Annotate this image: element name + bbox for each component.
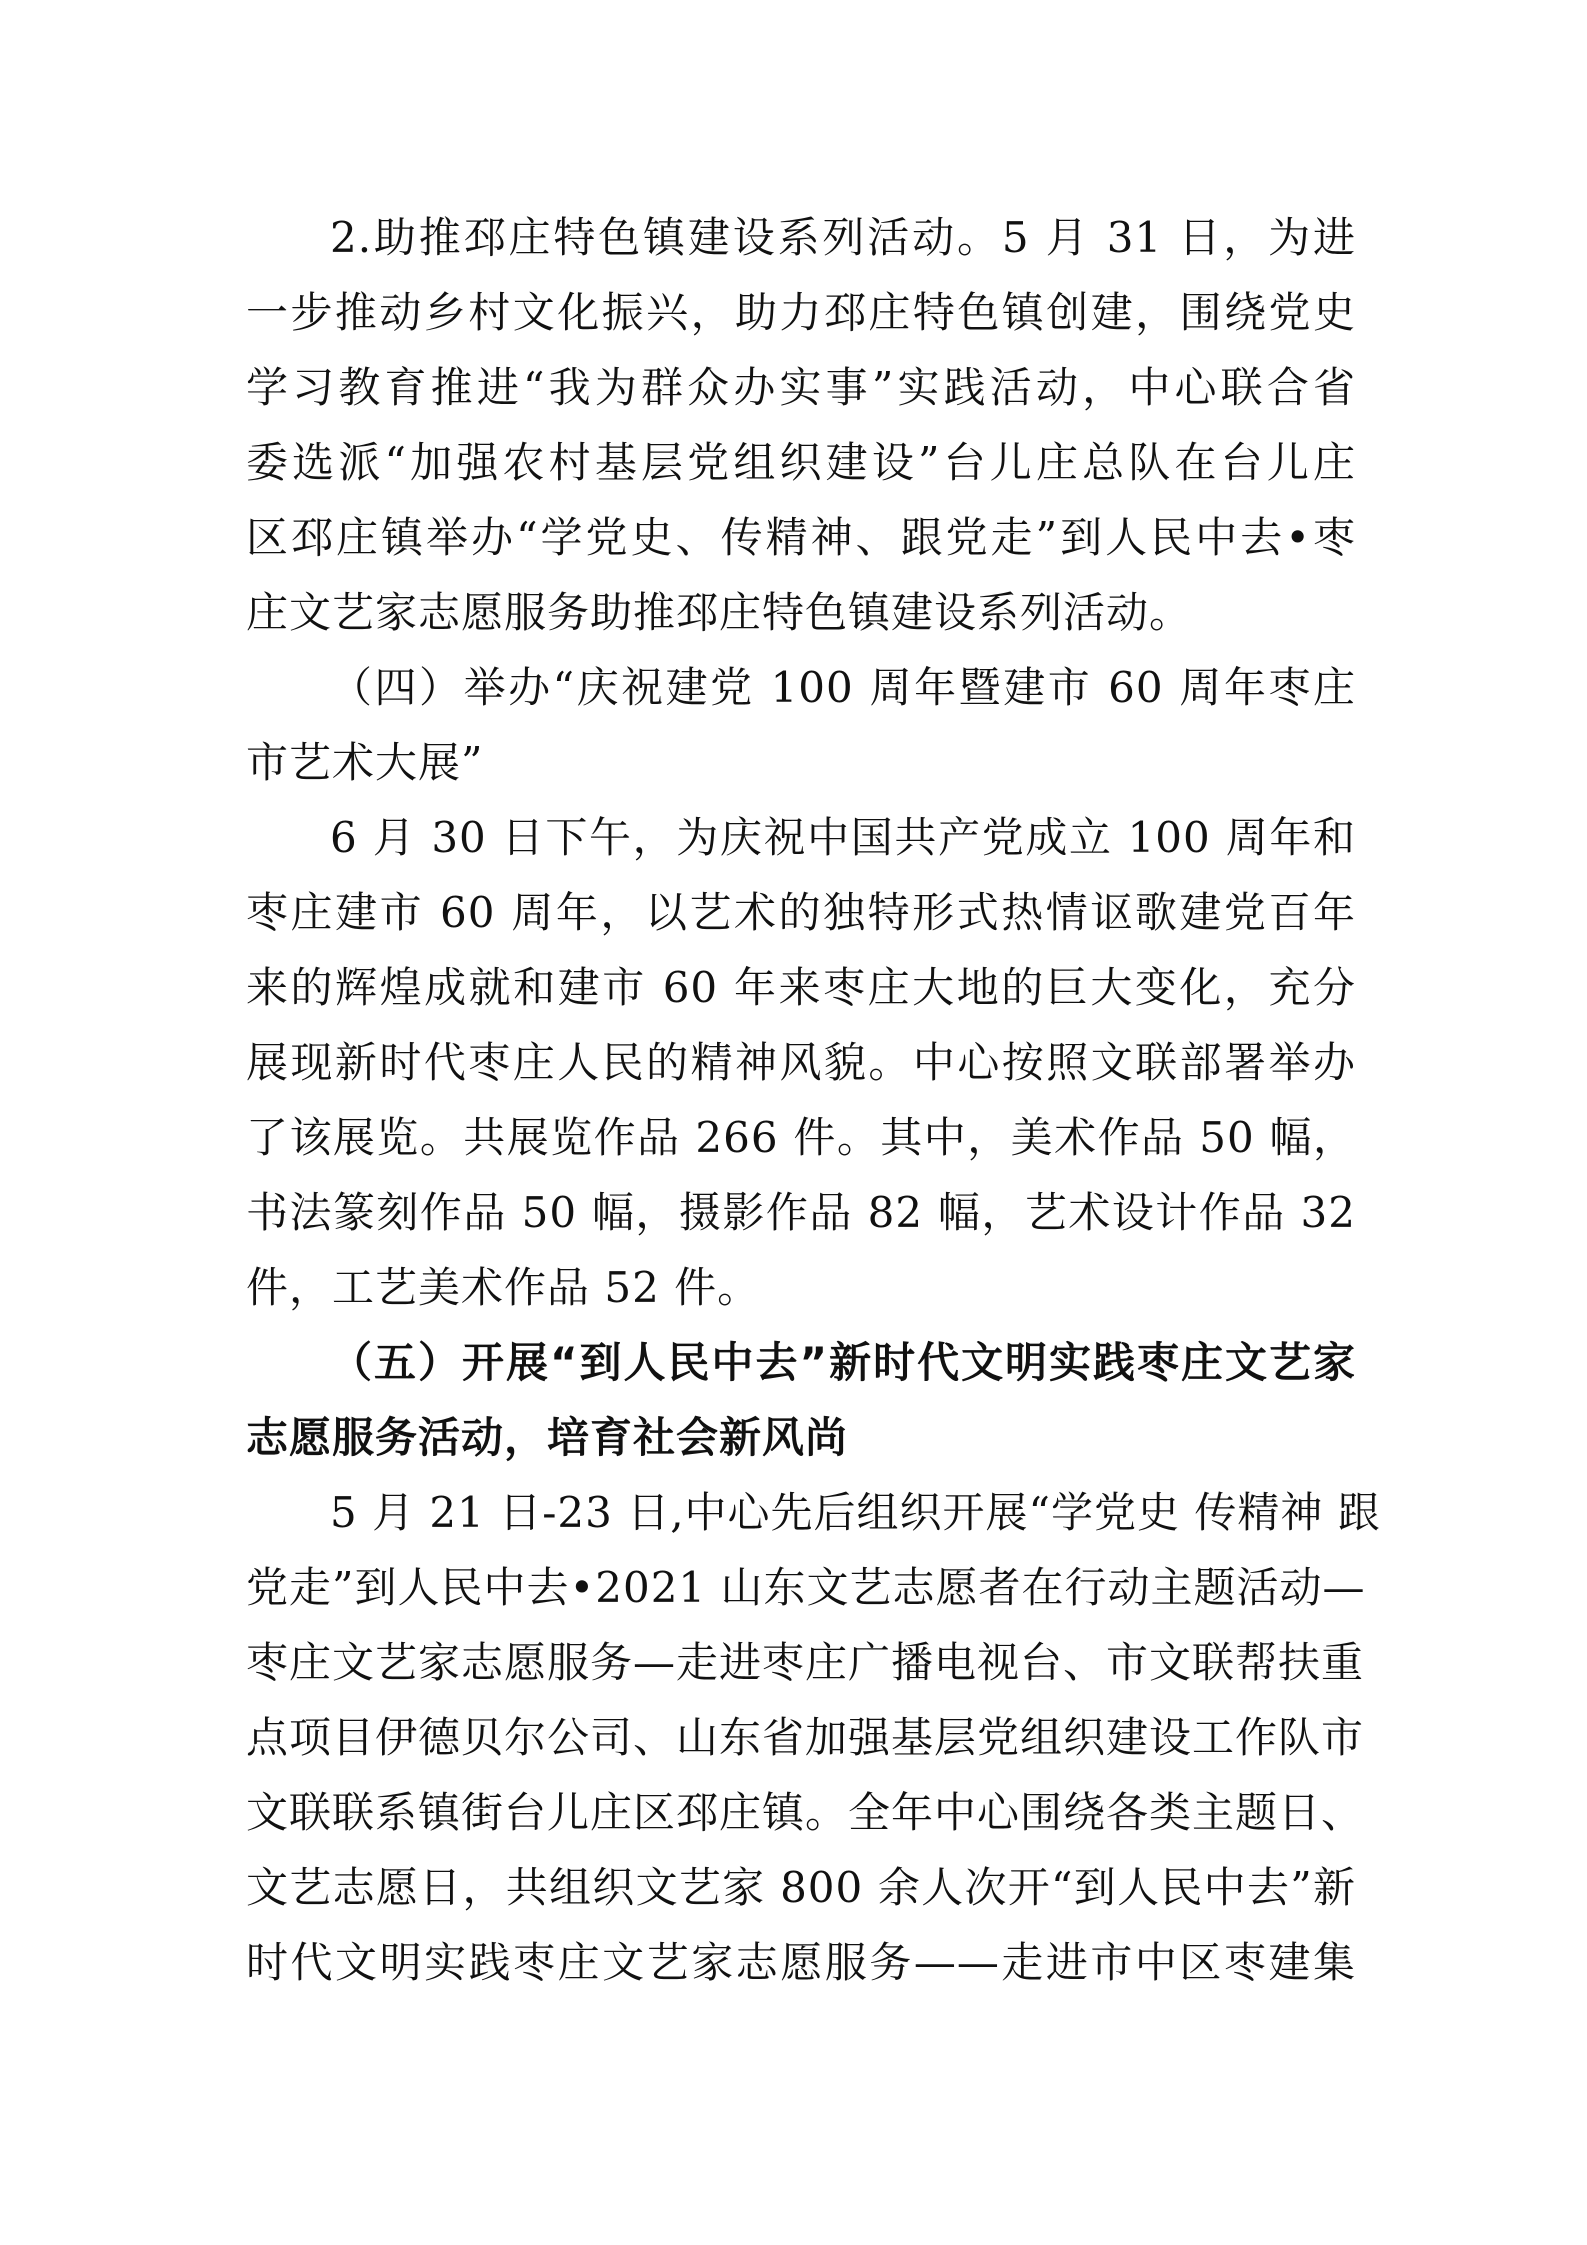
paragraph-line: 委选派“加强农村基层党组织建设”台儿庄总队在台儿庄 <box>246 438 1356 487</box>
paragraph-line: 了该展览。共展览作品 266 件。其中，美术作品 50 幅， <box>246 1113 1356 1162</box>
paragraph-line: 文联联系镇街台儿庄区邳庄镇。全年中心围绕各类主题日、 <box>246 1788 1365 1837</box>
paragraph-line: 来的辉煌成就和建市 60 年来枣庄大地的巨大变化，充分 <box>246 963 1356 1012</box>
paragraph-line: 党走”到人民中去•2021 山东文艺志愿者在行动主题活动— <box>246 1563 1366 1612</box>
paragraph-line: （四）举办“庆祝建党 100 周年暨建市 60 周年枣庄 <box>330 663 1356 712</box>
paragraph-line: 时代文明实践枣庄文艺家志愿服务——走进市中区枣建集 <box>246 1938 1356 1987</box>
paragraph-line: 枣庄文艺家志愿服务—走进枣庄广播电视台、市文联帮扶重 <box>246 1638 1365 1687</box>
paragraph-line: 文艺志愿日，共组织文艺家 800 余人次开“到人民中去”新 <box>246 1863 1356 1912</box>
paragraph-line: 枣庄建市 60 周年，以艺术的独特形式热情讴歌建党百年 <box>246 888 1356 937</box>
paragraph-line: 庄文艺家志愿服务助推邳庄特色镇建设系列活动。 <box>246 588 1193 637</box>
paragraph-line: 学习教育推进“我为群众办实事”实践活动，中心联合省 <box>246 363 1356 412</box>
paragraph-line: 展现新时代枣庄人民的精神风貌。中心按照文联部署举办 <box>246 1038 1356 1087</box>
paragraph-line: 2.助推邳庄特色镇建设系列活动。5 月 31 日，为进 <box>330 213 1356 262</box>
paragraph-line: 市艺术大展” <box>246 738 484 787</box>
document-body <box>246 200 1381 2000</box>
paragraph-line: 5 月 21 日-23 日,中心先后组织开展“学党史 传精神 跟 <box>330 1488 1381 1537</box>
paragraph-line: 区邳庄镇举办“学党史、传精神、跟党走”到人民中去•枣 <box>246 513 1356 562</box>
paragraph-line: 书法篆刻作品 50 幅，摄影作品 82 幅，艺术设计作品 32 <box>246 1188 1356 1237</box>
paragraph-line: 6 月 30 日下午，为庆祝中国共产党成立 100 周年和 <box>330 813 1356 862</box>
paragraph-line: 件，工艺美术作品 52 件。 <box>246 1263 761 1312</box>
section-heading-line: （五）开展“到人民中去”新时代文明实践枣庄文艺家 <box>330 1338 1356 1387</box>
paragraph-line: 一步推动乡村文化振兴，助力邳庄特色镇创建，围绕党史 <box>246 288 1356 337</box>
paragraph-line: 点项目伊德贝尔公司、山东省加强基层党组织建设工作队市 <box>246 1713 1365 1762</box>
section-heading-line: 志愿服务活动，培育社会新风尚 <box>246 1413 849 1462</box>
